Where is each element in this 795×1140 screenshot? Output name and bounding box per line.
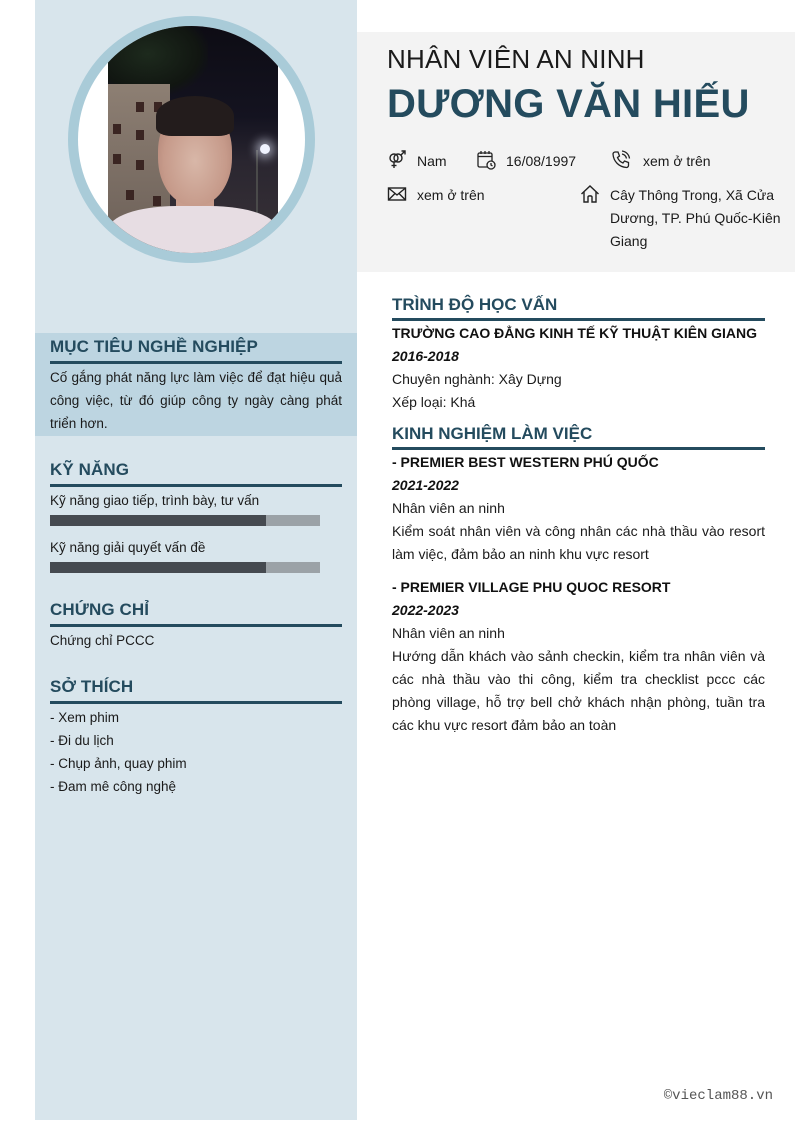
experience-section (392, 424, 765, 737)
education-major: Chuyên nghành: Xây Dựng (392, 371, 562, 387)
gender-info (387, 150, 447, 173)
skills-section (50, 460, 342, 573)
job-title: NHÂN VIÊN AN NINH (387, 44, 645, 74)
job-years: 2022-2023 (392, 602, 459, 618)
avatar-frame (68, 16, 315, 263)
hobby-item: - Đi du lịch (50, 733, 114, 748)
email-info (387, 184, 485, 207)
education-section (392, 295, 765, 414)
sidebar (35, 0, 357, 1120)
hobby-item: - Chụp ảnh, quay phim (50, 756, 187, 771)
skill-bar-fill (50, 562, 266, 573)
hobbies-title: SỞ THÍCH (50, 677, 342, 704)
email-value: xem ở trên (417, 187, 485, 203)
phone-value: xem ở trên (643, 153, 711, 169)
job-company: - PREMIER BEST WESTERN PHÚ QUỐC (392, 454, 659, 470)
profile-photo (108, 26, 278, 253)
education-title: TRÌNH ĐỘ HỌC VẤN (392, 295, 765, 321)
skill-bar (50, 562, 320, 573)
birthday-value: 16/08/1997 (506, 153, 577, 169)
certificates-title: CHỨNG CHỈ (50, 600, 342, 627)
job-entry (392, 451, 765, 566)
job-description: Hướng dẫn khách vào sảnh checkin, kiểm tra nhân viên và các nhà thầu vào thi công, kiểm tra checklist pccc các phòng village, hỗ trợ bell chở khách nhận phòng, tuần tra các khu vực resort đảm bảo an toàn (392, 648, 765, 733)
job-description: Kiểm soát nhân viên và công nhân các nhà thầu vào resort làm việc, đảm bảo an ninh khu vực resort (392, 523, 765, 562)
birthday-info (476, 150, 576, 173)
home-icon (580, 184, 602, 206)
gender-icon (387, 150, 409, 172)
job-company: - PREMIER VILLAGE PHU QUOC RESORT (392, 579, 671, 595)
certificates-section (50, 600, 342, 652)
objective-text: Cố gắng phát năng lực làm việc để đạt hiệu quả công việc, từ đó giúp công ty ngày càng phát triển hơn. (50, 370, 342, 431)
education-years: 2016-2018 (392, 348, 459, 364)
skills-title: KỸ NĂNG (50, 460, 342, 487)
skill-label: Kỹ năng giải quyết vấn đề (50, 540, 206, 555)
address-value: Cây Thông Trong, Xã Cửa Dương, TP. Phú Quốc-Kiên Giang (610, 187, 781, 249)
skill-bar (50, 515, 320, 526)
avatar (78, 26, 305, 253)
full-name: DƯƠNG VĂN HIẾU (387, 82, 750, 126)
skill-label: Kỹ năng giao tiếp, trình bày, tư vấn (50, 493, 260, 508)
skill-bar-fill (50, 515, 266, 526)
certificate-item: Chứng chỉ PCCC (50, 633, 155, 648)
email-icon (387, 184, 409, 206)
objective-section (50, 337, 342, 435)
school-name: TRƯỜNG CAO ĐẲNG KINH TẾ KỸ THUẬT KIÊN GIANG (392, 325, 757, 341)
hobby-item: - Xem phim (50, 710, 120, 725)
header (357, 32, 795, 272)
phone-icon (611, 150, 633, 172)
hobby-item: - Đam mê công nghệ (50, 779, 177, 794)
hobbies-section (50, 677, 342, 798)
address-info (580, 184, 781, 253)
phone-info (611, 150, 711, 173)
job-entry (392, 576, 765, 737)
calendar-icon (476, 150, 498, 172)
job-position: Nhân viên an ninh (392, 500, 505, 516)
experience-title: KINH NGHIỆM LÀM VIỆC (392, 424, 765, 450)
watermark: ©vieclam88.vn (663, 1088, 773, 1104)
objective-title: MỤC TIÊU NGHỀ NGHIỆP (50, 337, 342, 364)
education-rank: Xếp loại: Khá (392, 394, 476, 410)
job-years: 2021-2022 (392, 477, 459, 493)
job-position: Nhân viên an ninh (392, 625, 505, 641)
gender-value: Nam (417, 153, 447, 169)
